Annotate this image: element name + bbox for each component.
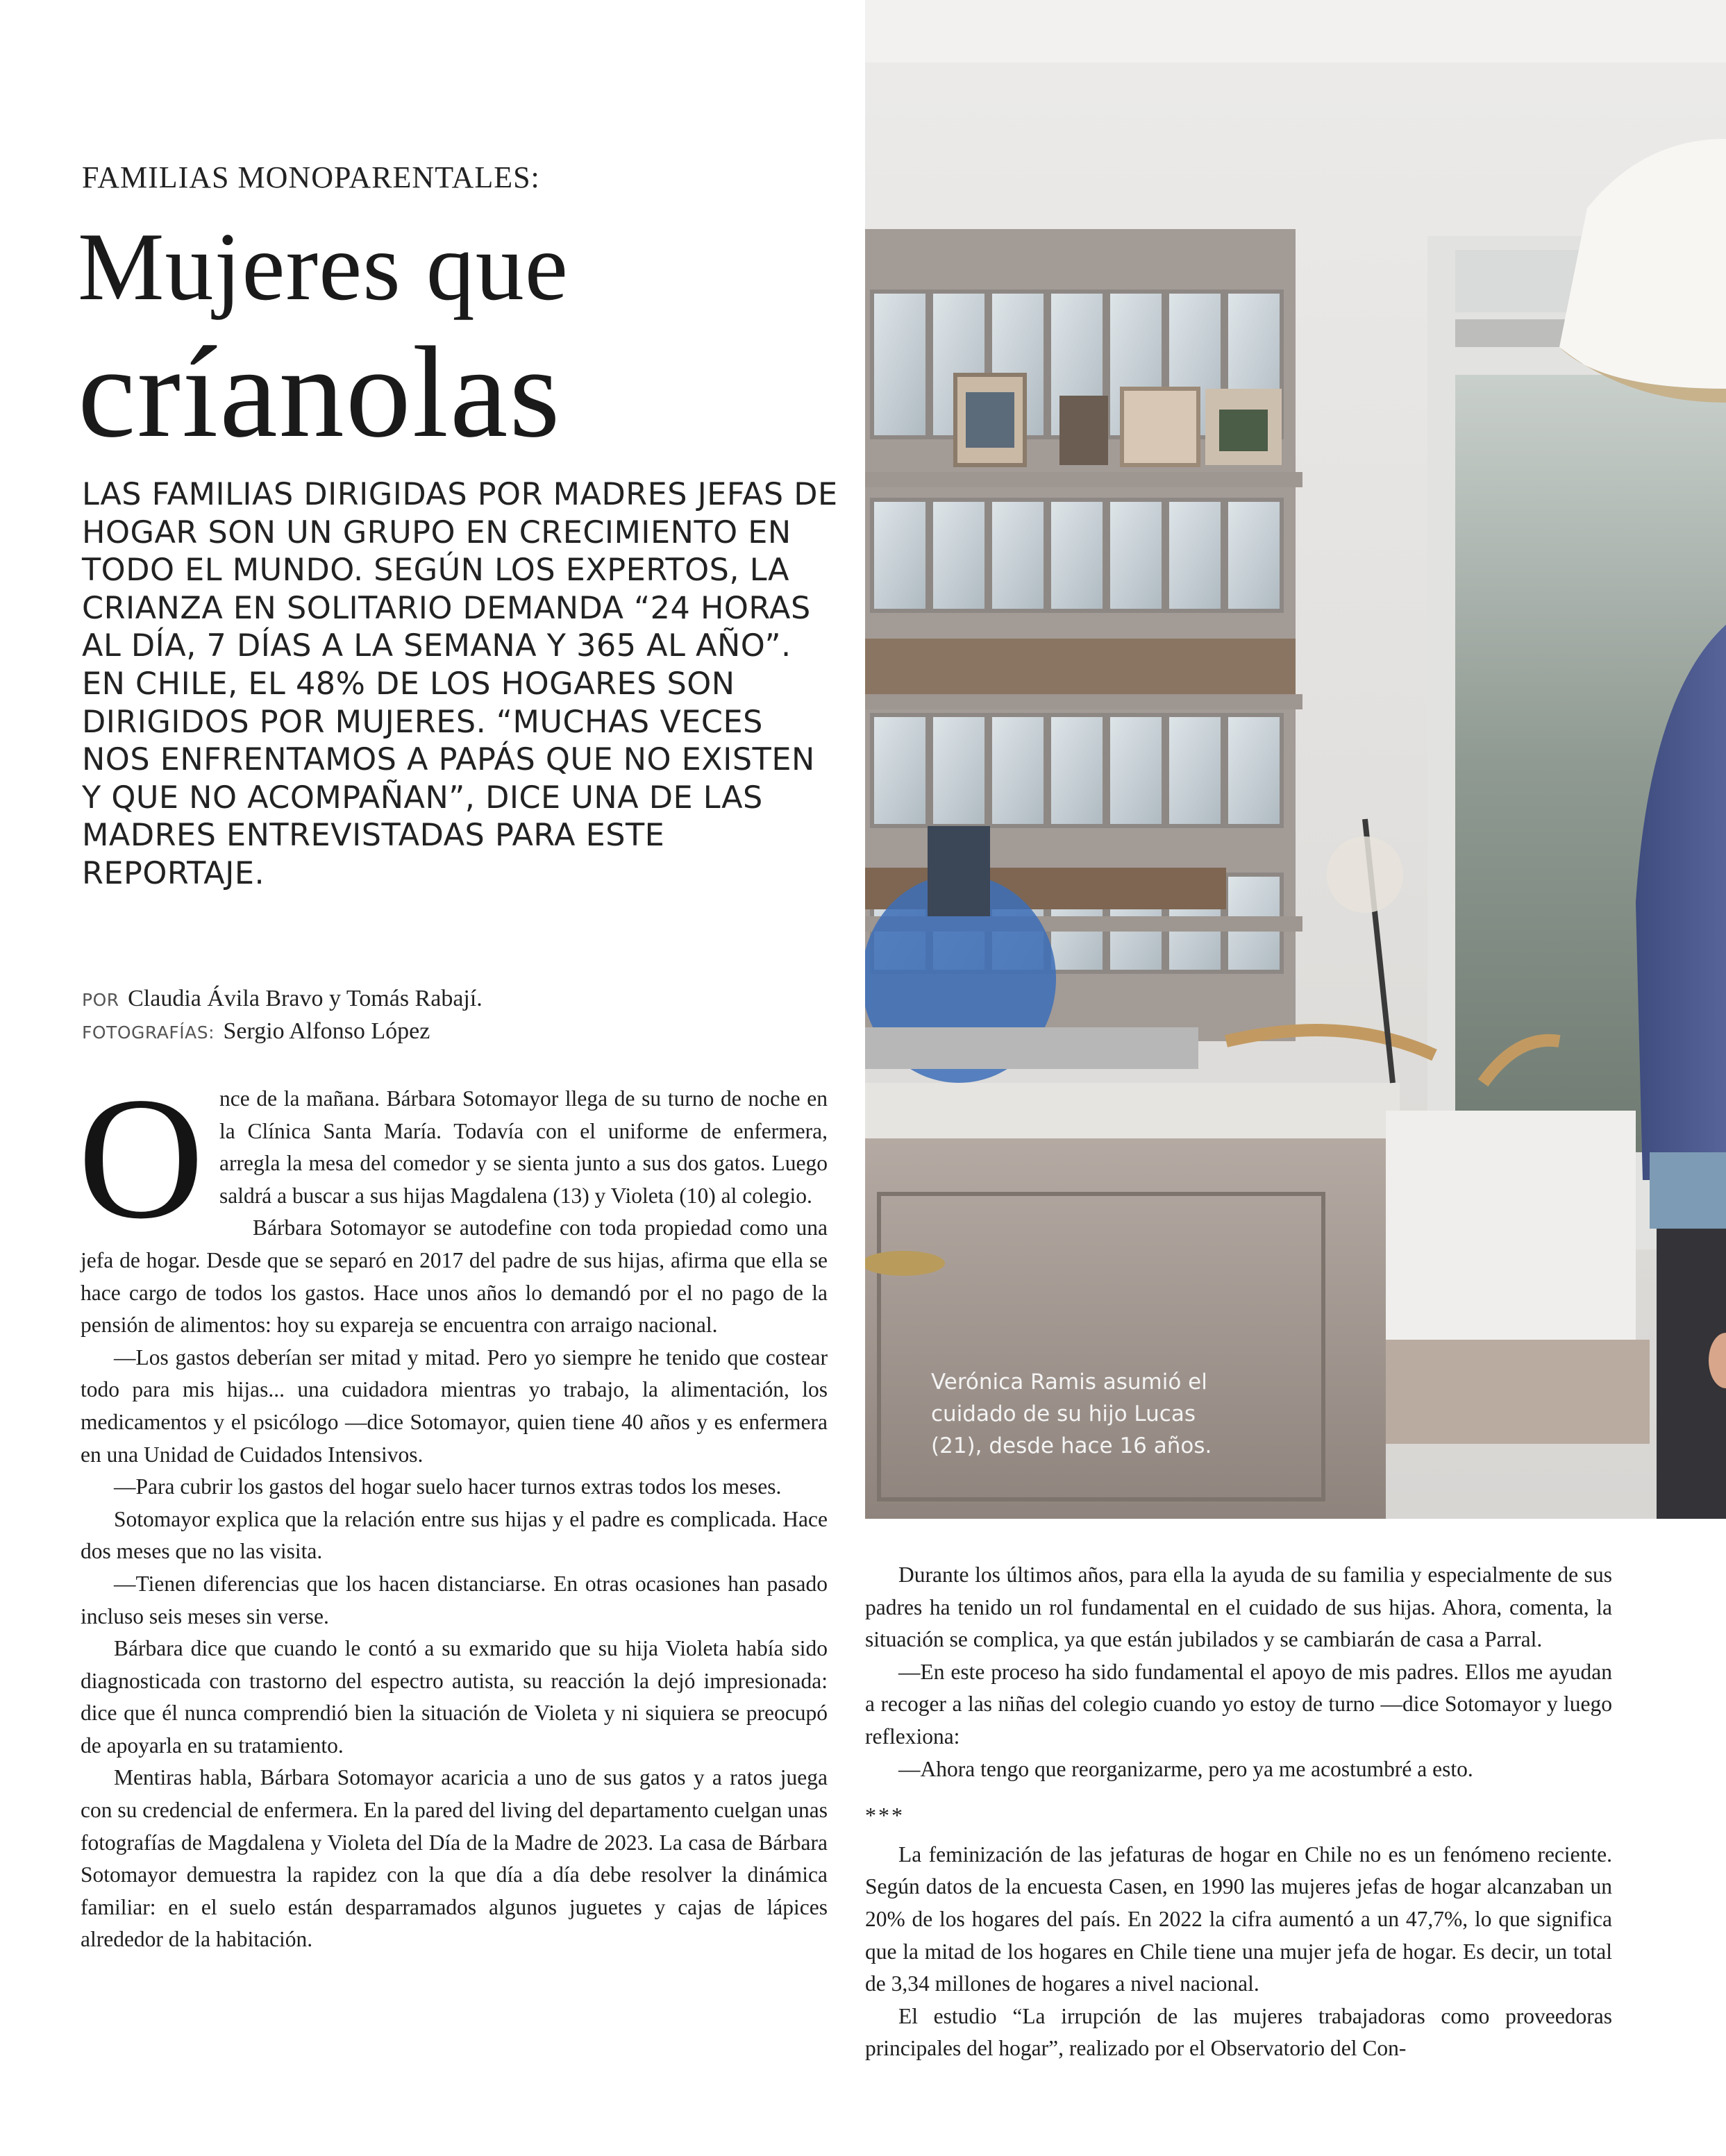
photo-credit-names: Sergio Alfonso López (223, 1018, 430, 1044)
paragraph: —Los gastos deberían ser mitad y mitad. Pero yo siempre he tenido que costear todo para mis hijas... una cuidadora mientras yo trabajo, la alimentación, los medicamentos y el psicólogo —dice Sotomayor, quien tiene 40 años y es enfermera en una Unidad de Cuidados Intensivos. (81, 1345, 828, 1467)
photo-credit-label: FOTOGRAFÍAS: (82, 1022, 215, 1043)
paragraph: Durante los últimos años, para ella la ayuda de su familia y especialmente de sus padres ha tenido un rol fundamental en el cuidado de sus hijas. Ahora, comenta, la situación se complica, ya que están jubilados y se cambiarán de casa a Parral. (865, 1563, 1612, 1652)
byline (82, 986, 483, 1012)
paragraph: —En este proceso ha sido fundamental el apoyo de mis padres. Ellos me ayudan a recoger a las niñas del colegio cuando yo estoy de turno —dice Sotomayor y luego reflexiona: (865, 1659, 1612, 1749)
article-deck: LAS FAMILIAS DIRIGIDAS POR MADRES JEFAS DE HOGAR SON UN GRUPO EN CRECIMIENTO EN TODO EL MUNDO. SEGÚN LOS EXPERTOS, LA CRIANZA EN SOLITARIO DEMANDA “24 HORAS AL DÍA, 7 DÍAS A LA SEMANA Y 365 AL AÑO”. EN CHILE, EL 48% DE LOS HOGARES SON DIRIGIDOS POR MUJERES. “MUCHAS VECES NOS ENFRENTAMOS A PAPÁS QUE NO EXISTEN Y QUE NO ACOMPAÑAN”, DICE UNA DE LAS MADRES ENTREVISTADAS PARA ESTE REPORTAJE. (82, 477, 838, 891)
paragraph: —Para cubrir los gastos del hogar suelo hacer turnos extras todos los meses. (114, 1474, 782, 1499)
byline-label: POR (82, 990, 119, 1010)
paragraph: Sotomayor explica que la relación entre sus hijas y el padre es complicada. Hace dos meses que no las visita. (81, 1506, 828, 1564)
section-separator: *** (865, 1803, 905, 1828)
paragraph: Bárbara dice que cuando le contó a su exmarido que su hija Violeta había sido diagnosticada con trastorno del espectro autista, su reacción la dejó impresionada: dice que él nunca comprendió bien la situación de Violeta y ni siquiera se preocupó de apoyarla en su tratamiento. (81, 1636, 828, 1758)
paragraph: —Ahora tengo que reorganizarme, pero ya me acostumbré a esto. (898, 1756, 1473, 1781)
title-line-2: críanolas (78, 319, 562, 464)
article-kicker: FAMILIAS MONOPARENTALES: (82, 160, 540, 194)
paragraph: La feminización de las jefaturas de hogar en Chile no es un fenómeno reciente. Según datos de la encuesta Casen, en 1990 las mujeres jefas de hogar alcanzaban un 20% de los hogares del país. En 2022 la cifra aumentó a un 47,7%, lo que significa que la mitad de los hogares en Chile tiene una mujer jefa de hogar. Es decir, un total de 3,34 millones de hogares a nivel nacional. (865, 1842, 1612, 1996)
paragraph: —Tienen diferencias que los hacen distanciarse. En otras ocasiones han pasado incluso seis meses sin verse. (81, 1571, 828, 1628)
paragraph: Mentiras habla, Bárbara Sotomayor acaricia a uno de sus gatos y a ratos juega con su credencial de enfermera. En la pared del living del departamento cuelgan unas fotografías de Magdalena y Violeta del Día de la Madre de 2023. La casa de Bárbara Sotomayor demuestra la rapidez con la que día a día debe resolver la dinámica familiar: en el suelo están desparramados algunos juguetes y cajas de lápices alrededor de la habitación. (81, 1765, 828, 1952)
body-column-1 (78, 1061, 828, 1956)
byline-names: Claudia Ávila Bravo y Tomás Rabají. (128, 986, 483, 1011)
body-column-2 (865, 1559, 1612, 2065)
paragraph: El estudio “La irrupción de las mujeres trabajadoras como proveedoras principales del hogar”, realizado por el Observatorio del Con- (865, 2003, 1612, 2061)
title-line-1: Mujeres que (78, 213, 569, 321)
paragraph: Bárbara Sotomayor se autodefine con toda propiedad como una jefa de hogar. Desde que se separó en 2017 del padre de sus hijas, afirma que ella se hace cargo de todos los gastos. Hace unos años lo demandó por el no pago de la pensión de alimentos: hoy su expareja se encuentra con arraigo nacional. (81, 1215, 828, 1338)
article-photo (865, 0, 1726, 1519)
paragraph-lead (78, 1061, 828, 1255)
kitchen-photo-illustration (865, 0, 1726, 1519)
article-title (78, 208, 569, 464)
photo-caption: Verónica Ramis asumió el cuidado de su hijo Lucas (21), desde hace 16 años. (931, 1370, 1212, 1458)
drop-cap: O (78, 1061, 204, 1255)
paragraph-lead-text: nce de la mañana. Bárbara Sotomayor llega de su turno de noche en la Clínica Santa María. Todavía con el uniforme de enfermera, arregla la mesa del comedor y se sienta junto a sus dos gatos. Luego saldrá a buscar a sus hijas Magdalena (13) y Violeta (10) al colegio. (219, 1086, 828, 1208)
photo-credit (82, 1018, 430, 1045)
